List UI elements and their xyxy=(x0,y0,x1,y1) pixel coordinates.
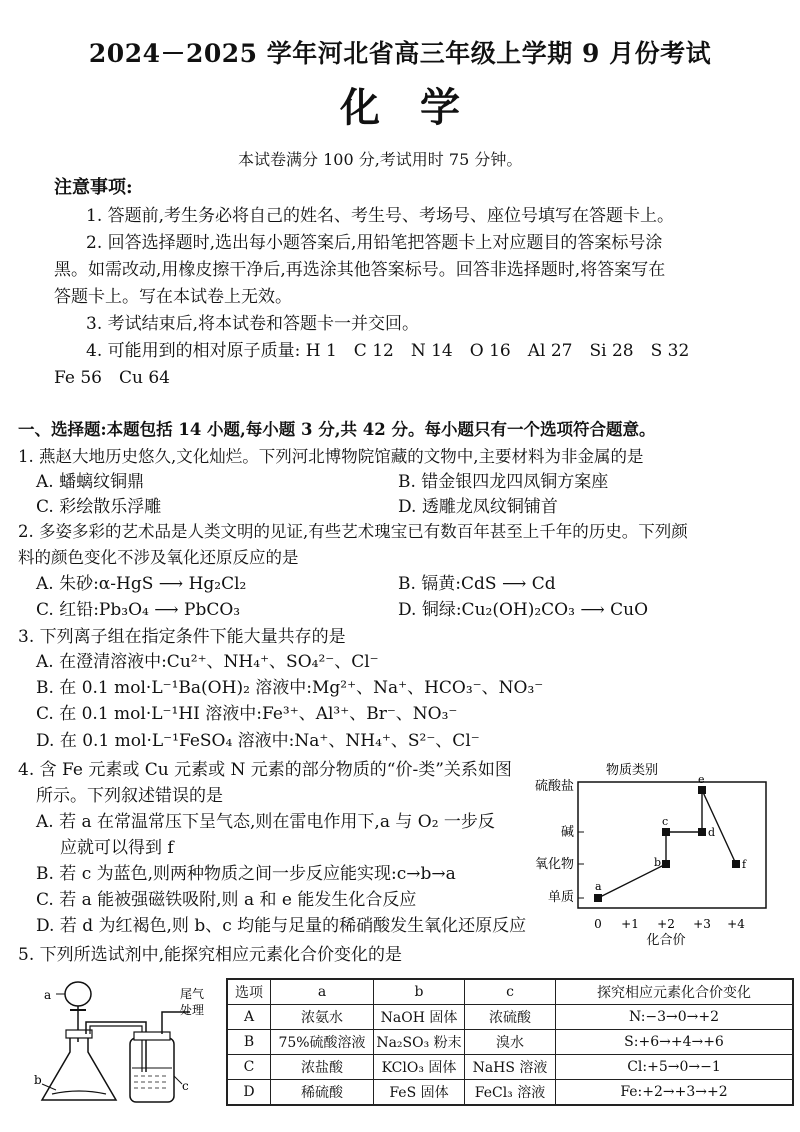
notice-item: 4. 可能用到的相对原子质量: H 1 C 12 N 14 O 16 Al 27 Si 28 S 32 xyxy=(86,341,690,361)
notice-item: 答题卡上。写在本试卷上无效。 xyxy=(54,287,292,307)
q2-option-d: D. 铜绿:Cu₂(OH)₂CO₃ ⟶ CuO xyxy=(398,600,649,620)
y-label-oxide: 氧化物 xyxy=(534,857,574,872)
q4-stem: 所示。下列叙述错误的是 xyxy=(36,786,223,806)
q5-stem: 5. 下列所选试剂中,能探究相应元素化合价变化的是 xyxy=(18,945,403,965)
column-header: b xyxy=(374,979,465,1005)
q4-option-a: A. 若 a 在常温常压下呈气态,则在雷电作用下,a 与 O₂ 一步反 xyxy=(36,812,495,832)
y-label-sulfate: 硫酸盐 xyxy=(534,779,574,794)
notice-item: Fe 56 Cu 64 xyxy=(54,368,170,388)
table-cell: Na₂SO₃ 粉末 xyxy=(374,1030,465,1055)
table-cell: Cl:+5→0→−1 xyxy=(556,1055,794,1080)
table-cell: S:+6→+4→+6 xyxy=(556,1030,794,1055)
q4-option-a: 应就可以得到 f xyxy=(60,838,174,858)
tail-gas-label: 尾气 xyxy=(180,987,205,1001)
point-label-f: f xyxy=(742,858,747,871)
q4-option-b: B. 若 c 为蓝色,则两种物质之间一步反应能实现:c→b→a xyxy=(36,864,456,884)
label-b: b xyxy=(34,1073,42,1087)
x-tick-label: +2 xyxy=(657,917,675,931)
table-cell: 75%硫酸溶液 xyxy=(271,1030,374,1055)
reagent-table xyxy=(226,978,794,1106)
q1-option-d: D. 透雕龙凤纹铜铺首 xyxy=(398,497,558,517)
notice-heading: 注意事项: xyxy=(54,177,133,198)
table-cell: 浓盐酸 xyxy=(271,1055,374,1080)
notice-item: 2. 回答选择题时,选出每小题答案后,用铅笔把答题卡上对应题目的答案标号涂 xyxy=(86,233,663,253)
q3-option-b: B. 在 0.1 mol·L⁻¹Ba(OH)₂ 溶液中:Mg²⁺、Na⁺、HCO₃⁻、NO₃⁻ xyxy=(36,678,544,698)
point-a xyxy=(594,894,602,902)
table-cell: FeS 固体 xyxy=(374,1080,465,1106)
table-row xyxy=(227,1055,793,1080)
table-row xyxy=(227,1030,793,1055)
table-cell: B xyxy=(227,1030,271,1055)
point-label-c: c xyxy=(662,815,669,828)
x-axis-title: 化合价 xyxy=(646,933,686,948)
score-note: 本试卷满分 100 分,考试用时 75 分钟。 xyxy=(238,150,523,169)
q1-option-a: A. 蟠螭纹铜鼎 xyxy=(36,472,145,492)
column-header: a xyxy=(271,979,374,1005)
q1-stem: 1. 燕赵大地历史悠久,文化灿烂。下列河北博物院馆藏的文物中,主要材料为非金属的是 xyxy=(18,447,644,466)
notice-item: 3. 考试结束后,将本试卷和答题卡一并交回。 xyxy=(86,314,420,334)
table-cell: C xyxy=(227,1055,271,1080)
point-e xyxy=(698,786,706,794)
subject-title: 化学 xyxy=(340,84,500,131)
point-label-d: d xyxy=(708,826,716,839)
point-d xyxy=(698,828,706,836)
y-label-element: 单质 xyxy=(547,890,574,905)
x-tick-label: 0 xyxy=(594,917,602,931)
column-header: c xyxy=(465,979,556,1005)
path-a-b-c-d xyxy=(598,832,702,898)
table-cell: Fe:+2→+3→+2 xyxy=(556,1080,794,1106)
tail-gas-label: 处理 xyxy=(180,1003,205,1017)
table-cell: D xyxy=(227,1080,271,1106)
x-tick-label: +1 xyxy=(621,917,639,931)
wash-bottle xyxy=(130,1038,174,1102)
exam-title: 2024－2025 学年河北省高三年级上学期 9 月份考试 xyxy=(88,39,712,68)
table-cell: 浓氨水 xyxy=(271,1005,374,1030)
table-cell: 稀硫酸 xyxy=(271,1080,374,1106)
table-cell: NaOH 固体 xyxy=(374,1005,465,1030)
point-label-b: b xyxy=(654,856,662,869)
plot-frame xyxy=(578,782,766,908)
table-row xyxy=(227,1005,793,1030)
notice-item: 黑。如需改动,用橡皮擦干净后,再选涂其他答案标号。回答非选择题时,将答案写在 xyxy=(54,260,666,280)
label-a: a xyxy=(44,988,52,1002)
table-cell: 浓硫酸 xyxy=(465,1005,556,1030)
q2-stem: 2. 多姿多彩的艺术品是人类文明的见证,有些艺术瑰宝已有数百年甚至上千年的历史。下列颜 xyxy=(18,522,688,541)
q2-option-a: A. 朱砂:α-HgS ⟶ Hg₂Cl₂ xyxy=(36,574,247,594)
section-heading: 一、选择题:本题包括 14 小题,每小题 3 分,共 42 分。每小题只有一个选项符合题意。 xyxy=(18,420,656,439)
q4-option-c: C. 若 a 能被强磁铁吸附,则 a 和 e 能发生化合反应 xyxy=(36,890,417,910)
notice-item: 1. 答题前,考生务必将自己的姓名、考生号、考场号、座位号填写在答题卡上。 xyxy=(86,206,675,226)
table-cell: 溴水 xyxy=(465,1030,556,1055)
table-row xyxy=(227,1080,793,1106)
q2-option-c: C. 红铅:Pb₃O₄ ⟶ PbCO₃ xyxy=(36,600,241,620)
q3-option-d: D. 在 0.1 mol·L⁻¹FeSO₄ 溶液中:Na⁺、NH₄⁺、S²⁻、Cl⁻ xyxy=(36,731,480,751)
label-c: c xyxy=(182,1079,189,1093)
q4-option-d: D. 若 d 为红褐色,则 b、c 均能与足量的稀硝酸发生氧化还原反应 xyxy=(36,916,527,936)
column-header: 探究相应元素化合价变化 xyxy=(556,979,794,1005)
funnel-bulb xyxy=(65,982,91,1006)
conical-flask xyxy=(42,1034,116,1100)
q2-option-b: B. 镉黄:CdS ⟶ Cd xyxy=(398,574,556,594)
point-label-e: e xyxy=(698,773,705,786)
q1-option-c: C. 彩绘散乐浮雕 xyxy=(36,497,162,517)
point-b xyxy=(662,860,670,868)
q3-stem: 3. 下列离子组在指定条件下能大量共存的是 xyxy=(18,627,346,647)
table-cell: FeCl₃ 溶液 xyxy=(465,1080,556,1106)
table-cell: A xyxy=(227,1005,271,1030)
q4-stem: 4. 含 Fe 元素或 Cu 元素或 N 元素的部分物质的“价-类”关系如图 xyxy=(18,760,512,780)
point-f xyxy=(732,860,740,868)
valence-class-diagram xyxy=(520,758,790,954)
x-tick-label: +4 xyxy=(727,917,745,931)
q3-option-c: C. 在 0.1 mol·L⁻¹HI 溶液中:Fe³⁺、Al³⁺、Br⁻、NO₃⁻ xyxy=(36,704,458,724)
column-header: 选项 xyxy=(227,979,271,1005)
point-c xyxy=(662,828,670,836)
table-cell: KClO₃ 固体 xyxy=(374,1055,465,1080)
q2-stem: 料的颜色变化不涉及氧化还原反应的是 xyxy=(18,548,299,567)
y-label-base: 碱 xyxy=(560,825,574,840)
gas-apparatus-diagram xyxy=(30,972,220,1112)
table-header-row xyxy=(227,979,793,1005)
table-cell: NaHS 溶液 xyxy=(465,1055,556,1080)
q3-option-a: A. 在澄清溶液中:Cu²⁺、NH₄⁺、SO₄²⁻、Cl⁻ xyxy=(36,652,379,672)
y-axis-title: 物质类别 xyxy=(606,763,659,778)
point-label-a: a xyxy=(595,880,602,893)
x-tick-label: +3 xyxy=(693,917,711,931)
table-cell: N:−3→0→+2 xyxy=(556,1005,794,1030)
q1-option-b: B. 错金银四龙四凤铜方案座 xyxy=(398,472,609,492)
